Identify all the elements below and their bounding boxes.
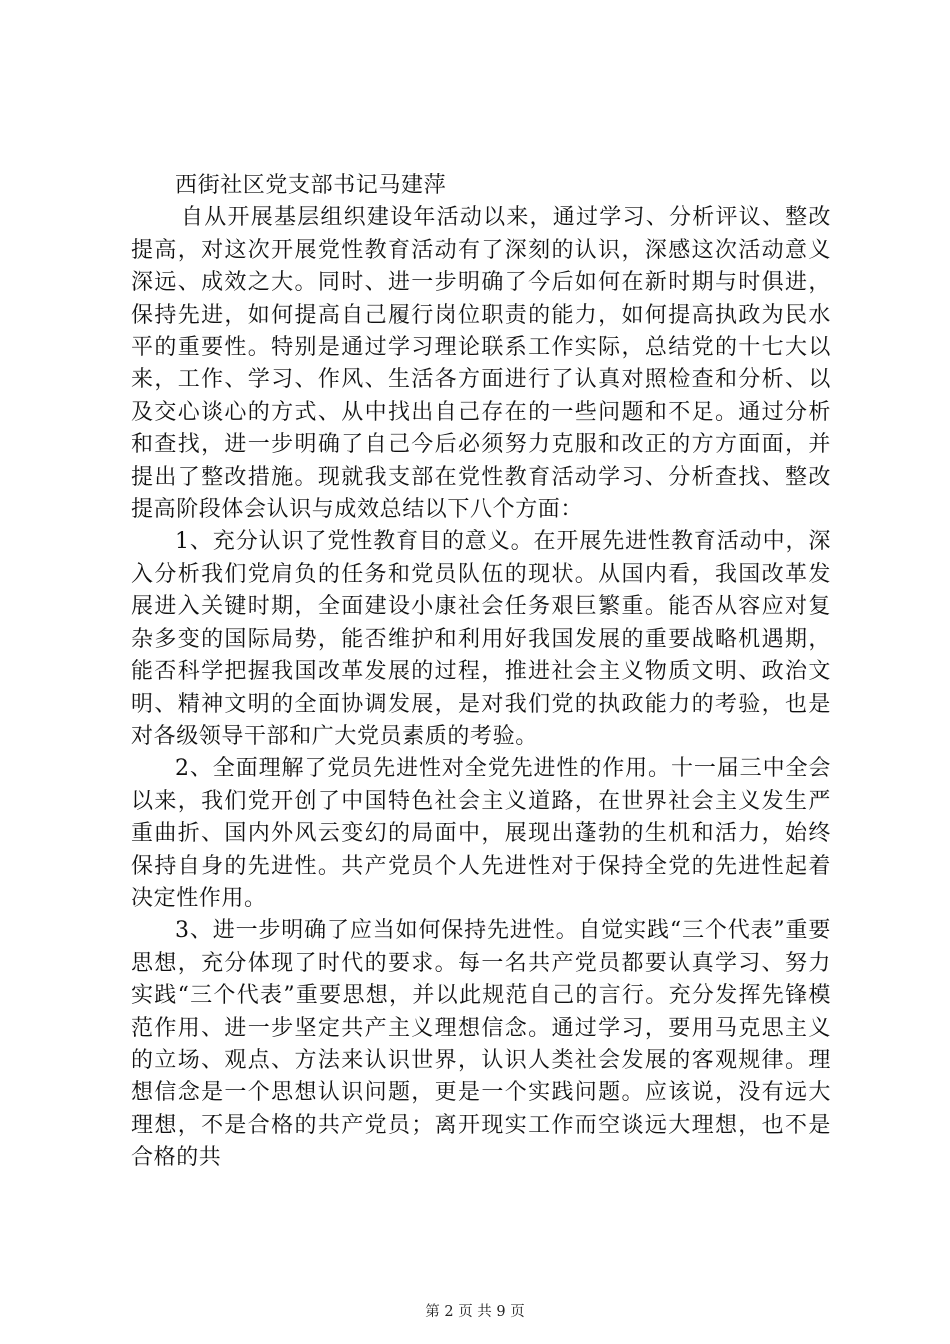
paragraph-intro: 自从开展基层组织建设年活动以来，通过学习、分析评议、整改提高，对这次开展党性教育活动有了深刻的认识，深感这次活动意义深远、成效之大。同时、进一步明确了今后如何在新时期与时俱进，保持先进，如何提高自己履行岗位职责的能力，如何提高执政为民水平的重要性。特别是通过学习理论联系工作实际，总结党的十七大以来，工作、学习、作风、生活各方面进行了认真对照检查和分析、以及交心谈心的方式、从中找出自己存在的一些问题和不足。通过分析和查找，进一步明确了自己今后必须努力克服和改正的方方面面，并提出了整改措施。现就我支部在党性教育活动学习、分析查找、整改提高阶段体会认识与成效总结以下八个方面： [131, 205, 831, 523]
page-number-footer: 第 2 页 共 9 页 [425, 1304, 525, 1320]
paragraph-2: 2、全面理解了党员先进性对全党先进性的作用。十一届三中全会以来，我们党开创了中国特色社会主义道路，在世界社会主义发生严重曲折、国内外风云变幻的局面中，展现出蓬勃的生机和活力，始终保持自身的先进性。共产党员个人先进性对于保持全党的先进性起着决定性作用。 [131, 756, 831, 911]
document-body [131, 170, 831, 1175]
paragraph-3: 3、进一步明确了应当如何保持先进性。自觉实践“三个代表”重要思想，充分体现了时代的要求。每一名共产党员都要认真学习、努力实践“三个代表”重要思想，并以此规范自己的言行。充分发挥先锋模范作用、进一步坚定共产主义理想信念。通过学习，要用马克思主义的立场、观点、方法来认识世界，认识人类社会发展的客观规律。理想信念是一个思想认识问题，更是一个实践问题。应该说，没有远大理想，不是合格的共产党员；离开现实工作而空谈远大理想，也不是合格的共 [131, 918, 831, 1171]
document-title: 西街社区党支部书记马建萍 [175, 173, 447, 198]
paragraph-1: 1、充分认识了党性教育目的意义。在开展先进性教育活动中，深入分析我们党肩负的任务和党员队伍的现状。从国内看，我国改革发展进入关键时期，全面建设小康社会任务艰巨繁重。能否从容应对复杂多变的国际局势，能否维护和利用好我国发展的重要战略机遇期，能否科学把握我国改革发展的过程，推进社会主义物质文明、政治文明、精神文明的全面协调发展，是对我们党的执政能力的考验，也是对各级领导干部和广大党员素质的考验。 [131, 529, 831, 749]
